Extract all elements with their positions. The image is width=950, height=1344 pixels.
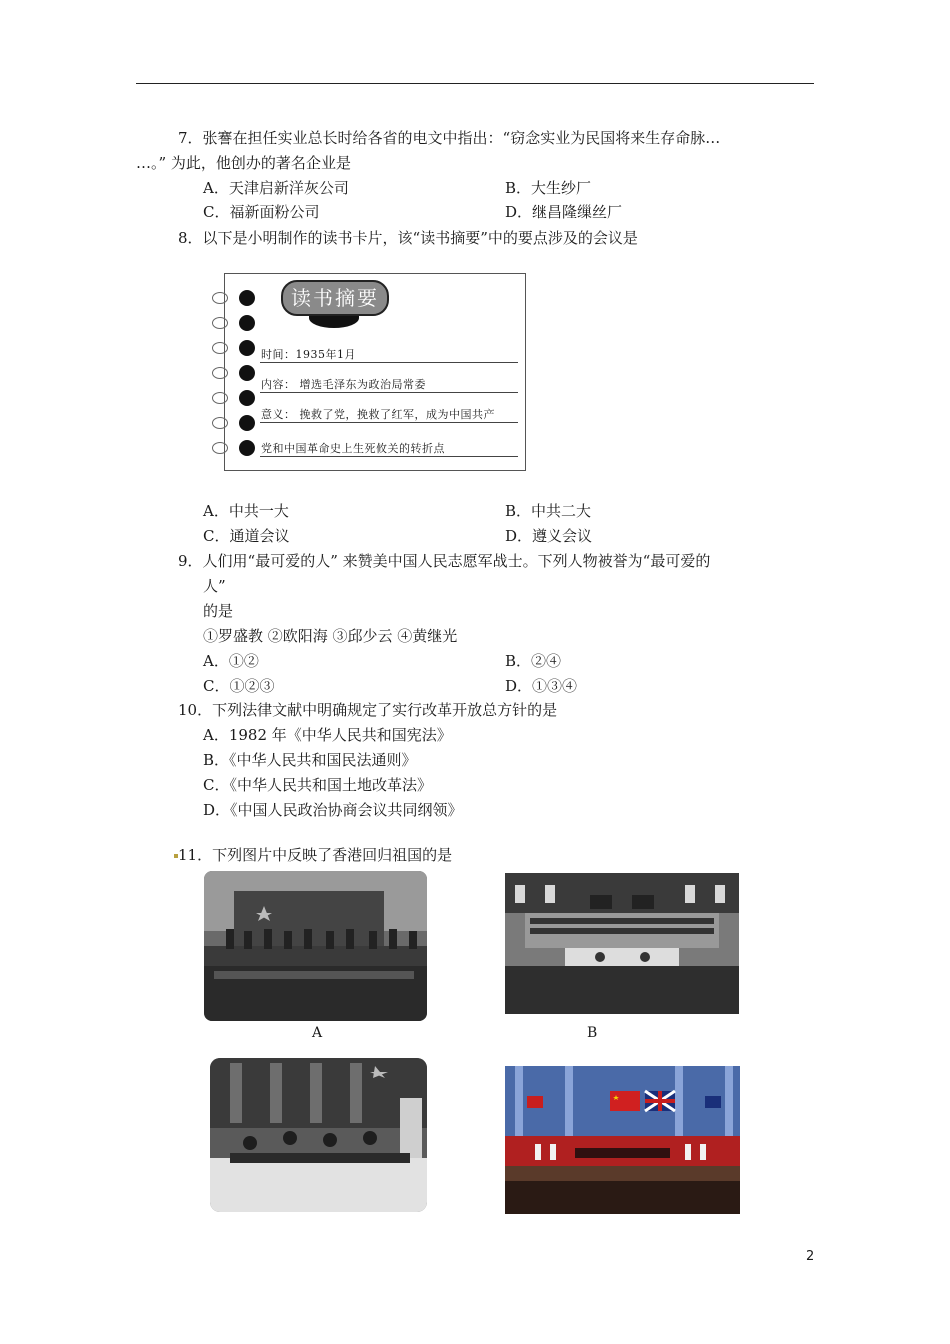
binder-hole-icon bbox=[239, 440, 255, 456]
q8-stem: 8．以下是小明制作的读书卡片，该“读书摘要”中的要点涉及的会议是 bbox=[178, 229, 638, 247]
q9-option-a: A．①② bbox=[203, 652, 259, 670]
card-rule bbox=[260, 392, 518, 393]
card-rule bbox=[260, 456, 518, 457]
card-title: 读书摘要 bbox=[281, 280, 389, 316]
card-time: 时间：1935年1月 bbox=[261, 348, 356, 361]
page-number: 2 bbox=[806, 1249, 815, 1264]
q7-option-d: D．继昌隆缫丝厂 bbox=[505, 203, 623, 221]
q9-option-c: C．①②③ bbox=[203, 677, 275, 695]
card-significance-line1: 意义： 挽救了党，挽救了红军，成为中国共产 bbox=[261, 408, 495, 421]
q9-option-d: D．①③④ bbox=[505, 677, 578, 695]
card-rule bbox=[260, 362, 518, 363]
card-content: 内容： 增选毛泽东为政治局常委 bbox=[261, 378, 426, 391]
q8-option-a: A．中共一大 bbox=[203, 502, 289, 520]
q10-option-c: C．《中华人民共和国土地改革法》 bbox=[203, 776, 432, 794]
q9-option-b: B．②④ bbox=[505, 652, 562, 670]
spiral-ring-icon bbox=[212, 442, 228, 454]
q10-option-a: A．1982 年《中华人民共和国宪法》 bbox=[203, 726, 452, 744]
binder-hole-icon bbox=[239, 290, 255, 306]
photo-a bbox=[204, 871, 427, 1021]
q10-stem: 10．下列法律文献中明确规定了实行改革开放总方针的是 bbox=[178, 701, 558, 719]
q7-option-a: A．天津启新洋灰公司 bbox=[203, 179, 349, 197]
q9-stem-line2: 人” bbox=[203, 577, 226, 595]
spiral-ring-icon bbox=[212, 342, 228, 354]
photo-b bbox=[505, 873, 739, 1014]
spiral-ring-icon bbox=[212, 417, 228, 429]
q8-option-c: C．通道会议 bbox=[203, 527, 290, 545]
reading-card bbox=[224, 273, 526, 471]
binder-hole-icon bbox=[239, 415, 255, 431]
spiral-ring-icon bbox=[212, 392, 228, 404]
header-rule bbox=[136, 83, 814, 84]
card-significance-line2: 党和中国革命史上生死攸关的转折点 bbox=[261, 442, 445, 455]
spiral-ring-icon bbox=[212, 292, 228, 304]
q10-option-d: D．《中国人民政治协商会议共同纲领》 bbox=[203, 801, 463, 819]
q7-option-b: B．大生纱厂 bbox=[505, 179, 592, 197]
photo-d bbox=[505, 1066, 740, 1214]
binder-hole-icon bbox=[239, 365, 255, 381]
q7-stem-line1: 7．张謇在担任实业总长时给各省的电文中指出：“窃念实业为民国将来生存命脉… bbox=[178, 129, 721, 147]
binder-hole-icon bbox=[239, 315, 255, 331]
q8-option-d: D．遵义会议 bbox=[505, 527, 593, 545]
photo-b-caption: B bbox=[587, 1025, 598, 1041]
photo-c bbox=[210, 1058, 427, 1212]
q9-stem-line3: 的是 bbox=[203, 602, 234, 620]
q9-items: ①罗盛教 ②欧阳海 ③邱少云 ④黄继光 bbox=[203, 627, 458, 645]
spiral-ring-icon bbox=[212, 367, 228, 379]
card-rule bbox=[260, 422, 518, 423]
q7-stem-line2: …。” 为此，他创办的著名企业是 bbox=[136, 154, 351, 172]
q11-stem: 11．下列图片中反映了香港回归祖国的是 bbox=[178, 846, 453, 864]
q10-option-b: B．《中华人民共和国民法通则》 bbox=[203, 751, 417, 769]
q7-option-c: C．福新面粉公司 bbox=[203, 203, 320, 221]
q8-option-b: B．中共二大 bbox=[505, 502, 592, 520]
binder-hole-icon bbox=[239, 390, 255, 406]
q9-stem-line1: 9．人们用“最可爱的人” 来赞美中国人民志愿军战士。下列人物被誉为“最可爱的 bbox=[178, 552, 711, 570]
spiral-ring-icon bbox=[212, 317, 228, 329]
photo-a-caption: A bbox=[312, 1025, 323, 1041]
binder-hole-icon bbox=[239, 340, 255, 356]
